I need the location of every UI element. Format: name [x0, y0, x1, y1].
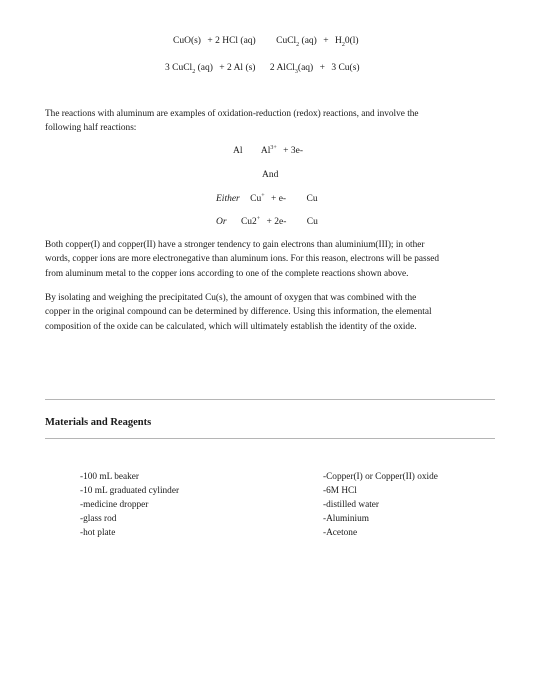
divider-bottom	[45, 438, 495, 439]
material-item: -100 mL beaker	[80, 472, 140, 482]
material-item: -glass rod	[80, 513, 117, 524]
equation-1	[173, 36, 359, 46]
half-al-reactant: Al	[233, 146, 243, 156]
paragraph3-line-3: composition of the oxide can be calculated, which will ultimately establish the identity of the oxide.	[45, 321, 417, 332]
reagent-item: -Acetone	[323, 527, 358, 538]
materials-left-list	[80, 471, 179, 541]
eq1-product-water: $H_20(l)$	[334, 36, 359, 48]
reagent-item: -distilled water	[323, 499, 380, 510]
either-ion: Cu+	[250, 192, 265, 204]
either-label: Either	[216, 194, 240, 204]
half-reaction-either	[216, 194, 318, 204]
materials-heading: Materials and Reagents	[45, 417, 152, 428]
paragraph3-line-2: copper in the original compound can be determined by difference. Using this information, the elemental	[45, 307, 432, 318]
intro-paragraph	[45, 107, 500, 136]
half-al-electrons: + 3e-	[283, 146, 304, 156]
half-al-product: $Al^{3+}$	[260, 144, 277, 156]
material-item: -10 mL graduated cylinder	[80, 485, 180, 496]
intro-line-1: The reactions with aluminum are examples of oxidation-reduction (redox) reactions, and involve the	[45, 109, 419, 119]
or-product: Cu	[306, 217, 318, 227]
or-label: Or	[216, 217, 227, 227]
eq2-reactant-al: + 2 Al (s)	[219, 63, 256, 73]
eq1-plus: +	[323, 36, 329, 46]
materials-right-list	[323, 471, 438, 541]
half-reaction-or	[216, 217, 318, 227]
or-ion: Cu2+	[240, 215, 261, 227]
divider-top	[45, 399, 495, 400]
paragraph-electron-transfer	[45, 238, 500, 281]
eq2-product-cu: 3 Cu(s)	[331, 63, 360, 73]
reagent-item: -Copper(I) or Copper(II) oxide	[323, 472, 438, 482]
eq1-product-cucl2: CuCl$_2$ (aq)	[276, 36, 317, 48]
paragraph2-line-2: words, copper ions are more electronegative than aluminum ions. For this reason, electrons will be passed	[45, 254, 439, 265]
material-item: -hot plate	[80, 527, 116, 538]
eq2-plus: +	[319, 63, 325, 73]
paragraph3-line-1: By isolating and weighing the precipitated Cu(s), the amount of oxygen that was combined with the	[45, 293, 417, 303]
eq2-reactant-cucl2: 3 CuCl$_2$ (aq)	[165, 63, 213, 75]
reagent-item: -6M HCl	[323, 485, 357, 496]
or-electrons: + 2e-	[266, 217, 287, 227]
paragraph-oxide-composition	[45, 291, 500, 334]
material-item: -medicine dropper	[80, 499, 149, 510]
either-electrons: + e-	[270, 194, 287, 204]
eq1-reactant-hcl: + 2 HCl (aq)	[207, 36, 256, 46]
either-product: Cu	[306, 194, 318, 204]
paragraph2-line-1: Both copper(I) and copper(II) have a stronger tendency to gain electrons than aluminium(III); in other	[45, 240, 425, 250]
reagent-item: -Aluminium	[323, 513, 369, 524]
intro-line-2: following half reactions:	[45, 123, 137, 134]
equation-2	[165, 63, 360, 73]
and-label: And	[262, 170, 279, 180]
paragraph2-line-3: from aluminum metal to the copper ions according to one of the complete reactions shown above.	[45, 268, 409, 279]
eq1-reactant-cuo: CuO(s)	[173, 36, 201, 46]
half-reaction-al	[233, 146, 303, 156]
eq2-product-alcl3: 2 AlCl$_3$(aq)	[269, 63, 314, 75]
